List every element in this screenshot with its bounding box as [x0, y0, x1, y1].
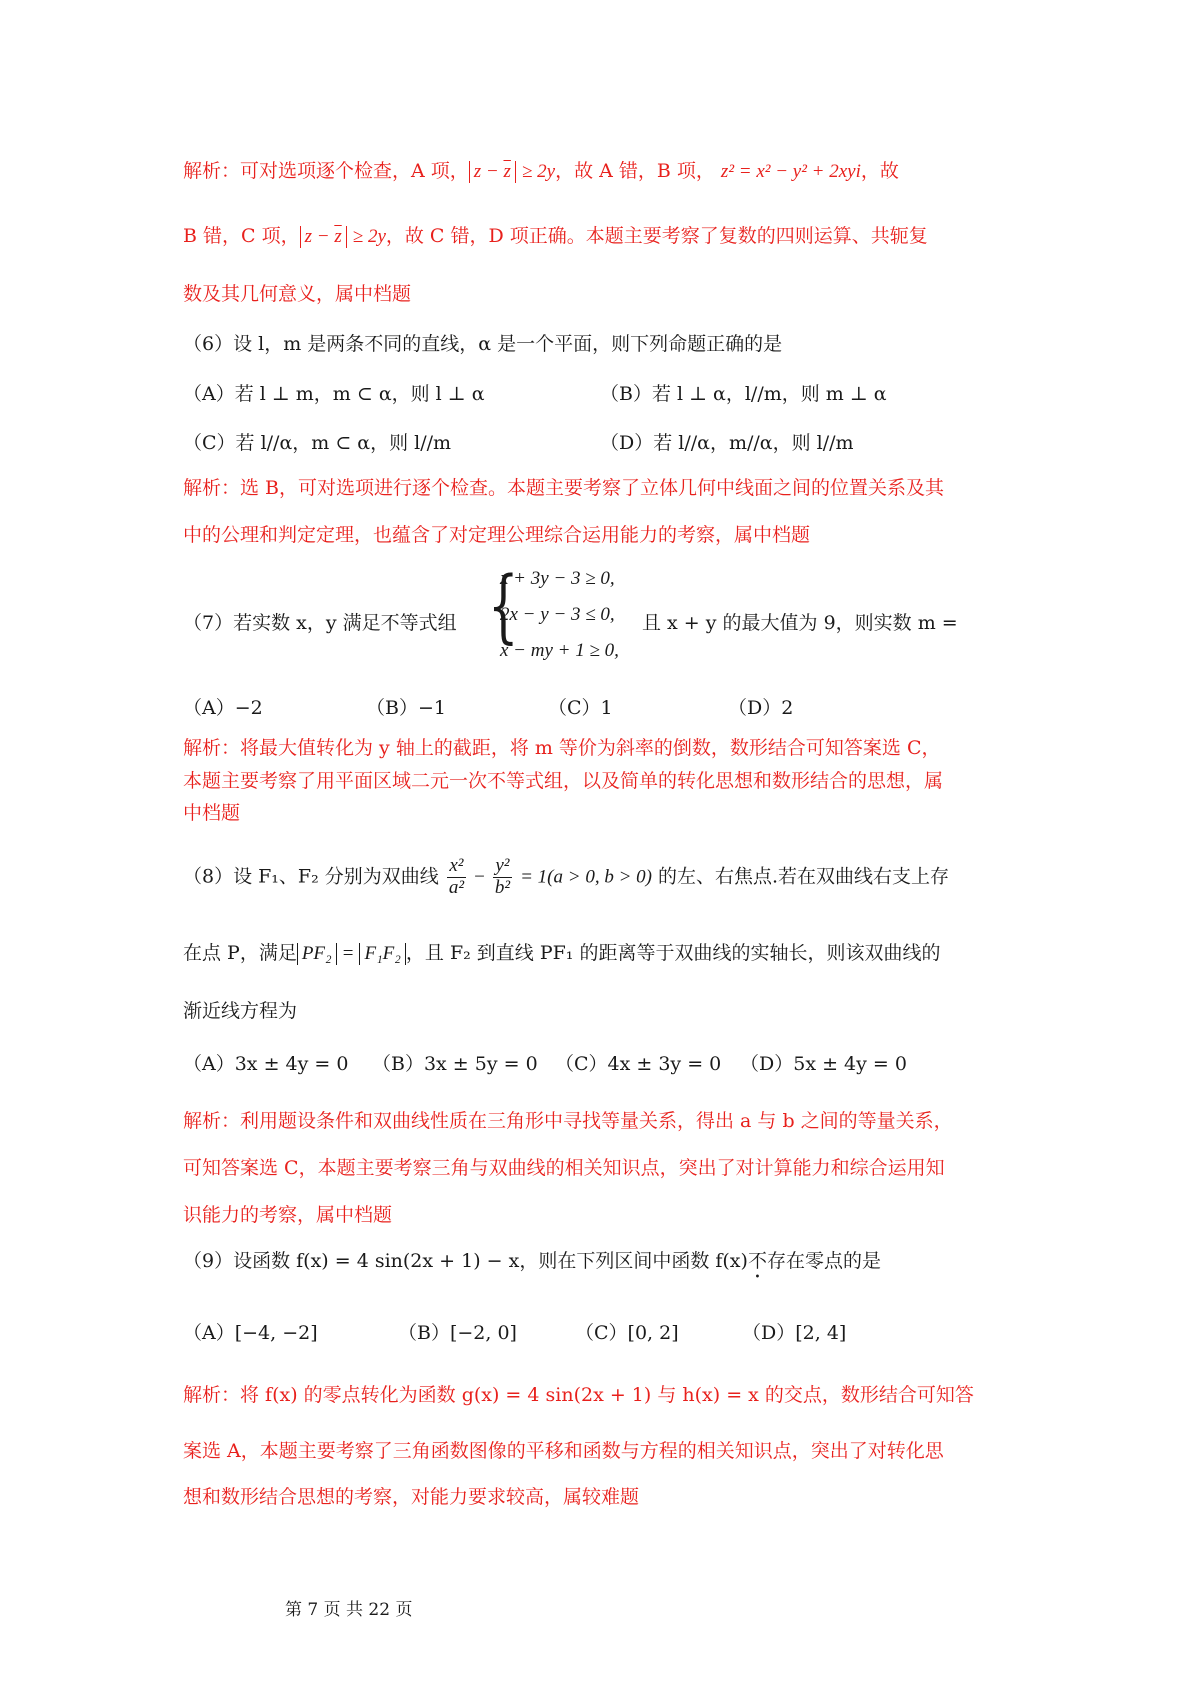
q6-option-d: （D）若 l//α，m//α，则 l//m: [600, 432, 854, 454]
page-number-footer: 第 7 页 共 22 页: [285, 1600, 413, 1620]
q8-stem-line-3: 渐近线方程为: [183, 1000, 298, 1022]
q6-option-b: （B）若 l ⊥ α，l//m，则 m ⊥ α: [600, 383, 887, 405]
q5-analysis-text: ，故: [860, 160, 899, 182]
q8-option-d: （D）5x ± 4y = 0: [740, 1053, 907, 1075]
q7-analysis-line-1: 解析：将最大值转化为 y 轴上的截距，将 m 等价为斜率的倒数，数形结合可知答案选 C，: [183, 737, 941, 759]
q8-stem-line-2: 在点 P，满足 PF₂ = F₁F₂ ，且 F₂ 到直线 PF₁ 的距离等于双曲线的实轴长，则该双曲线的: [183, 942, 941, 964]
q8-analysis-line-3: 识能力的考察，属中档题: [183, 1204, 393, 1226]
abs-z-minus-conj: $z - \overline{z}$: [300, 226, 347, 248]
q7-option-d: （D）2: [728, 697, 794, 719]
q9-option-d: （D）[2, 4]: [742, 1322, 847, 1344]
abs-pf2: PF₂: [297, 943, 337, 965]
q8-option-b: （B）3x ± 5y = 0: [372, 1053, 538, 1075]
q5-analysis-text: 解析：可对选项逐个检查，A 项，: [183, 160, 469, 182]
emphasis-dot-char: 不: [747, 1250, 767, 1272]
q9-analysis-line-2: 案选 A，本题主要考察了三角函数图像的平移和函数与方程的相关知识点，突出了对转化思: [183, 1440, 944, 1462]
q8-stem-line-1: （8）设 F₁、F₂ 分别为双曲线 $\frac{\text{x²}}{\text{a²}}$ − $\frac{\text{y²}}{\text{b²}}$ = 1(a > 0, b > 0) 的左、右焦点.若在双曲线右支上存: [183, 855, 950, 898]
q6-option-c: （C）若 l//α，m ⊂ α，则 l//m: [183, 432, 452, 454]
q9-stem: （9）设函数 f(x) = 4 sin(2x + 1) − x，则在下列区间中函数 f(x)不存在零点的是: [183, 1250, 881, 1272]
q7-analysis-line-2: 本题主要考察了用平面区域二元一次不等式组，以及简单的转化思想和数形结合的思想，属: [183, 770, 944, 792]
abs-z-minus-conj: $z - \overline{z}$: [469, 161, 516, 183]
q9-option-c: （C）[0, 2]: [575, 1322, 679, 1344]
q8-option-a: （A）3x ± 4y = 0: [183, 1053, 349, 1075]
q9-option-a: （A）[−4, −2]: [183, 1322, 318, 1344]
fraction-x2-a2: $\frac{\text{x²}}{\text{a²}}$: [448, 855, 465, 898]
q7-stem-b: 且 x + y 的最大值为 9，则实数 m =: [642, 612, 958, 634]
q5-analysis-line-1: [183, 160, 899, 184]
inequality-1: x + 3y − 3 ≥ 0,: [500, 568, 615, 589]
q8-analysis-line-1: 解析：利用题设条件和双曲线性质在三角形中寻找等量关系，得出 a 与 b 之间的等量关系，: [183, 1110, 953, 1132]
system-brace: {: [488, 559, 519, 652]
q8-option-c: （C）4x ± 3y = 0: [555, 1053, 722, 1075]
q6-analysis-line-1: 解析：选 B，可对选项进行逐个检查。本题主要考察了立体几何中线面之间的位置关系及其: [183, 477, 945, 499]
math-expression: z² = x² − y² + 2xyi: [720, 161, 861, 182]
q9-analysis-line-1: 解析：将 f(x) 的零点转化为函数 g(x) = 4 sin(2x + 1) 与 h(x) = x 的交点，数形结合可知答: [183, 1384, 974, 1406]
math-expression: ≥ 2y: [521, 161, 556, 182]
q7-option-b: （B）−1: [366, 697, 446, 719]
hyperbola-condition: = 1(a > 0, b > 0): [520, 866, 652, 888]
abs-f1f2: F₁F₂: [359, 943, 405, 965]
fraction-y2-b2: $\frac{\text{y²}}{\text{b²}}$: [494, 855, 511, 898]
q9-option-b: （B）[−2, 0]: [398, 1322, 517, 1344]
inequality-2: 2x − y − 3 ≤ 0,: [500, 604, 615, 625]
q6-option-a: （A）若 l ⊥ m，m ⊂ α，则 l ⊥ α: [183, 383, 485, 405]
q5-analysis-line-2: B 错，C 项， $z - \overline{z} \ge 2y$，故 C 错，D 项正确。本题主要考察了复数的四则运算、共轭复: [183, 225, 928, 247]
q8-analysis-line-2: 可知答案选 C，本题主要考察三角与双曲线的相关知识点，突出了对计算能力和综合运用知: [183, 1157, 945, 1179]
inequality-3: x − my + 1 ≥ 0,: [500, 640, 619, 661]
q7-analysis-line-3: 中档题: [183, 802, 241, 824]
q6-analysis-line-2: 中的公理和判定定理，也蕴含了对定理公理综合运用能力的考察，属中档题: [183, 524, 811, 546]
q6-stem: （6）设 l，m 是两条不同的直线，α 是一个平面，则下列命题正确的是: [183, 333, 783, 355]
q5-analysis-line-3: 数及其几何意义，属中档题: [183, 283, 412, 305]
q7-stem-a: （7）若实数 x，y 满足不等式组: [183, 612, 457, 634]
q9-analysis-line-3: 想和数形结合思想的考察，对能力要求较高，属较难题: [183, 1486, 640, 1508]
q5-analysis-text: ，故 A 错，B 项，: [555, 160, 715, 182]
q7-option-a: （A）−2: [183, 697, 263, 719]
q7-option-c: （C）1: [548, 697, 613, 719]
